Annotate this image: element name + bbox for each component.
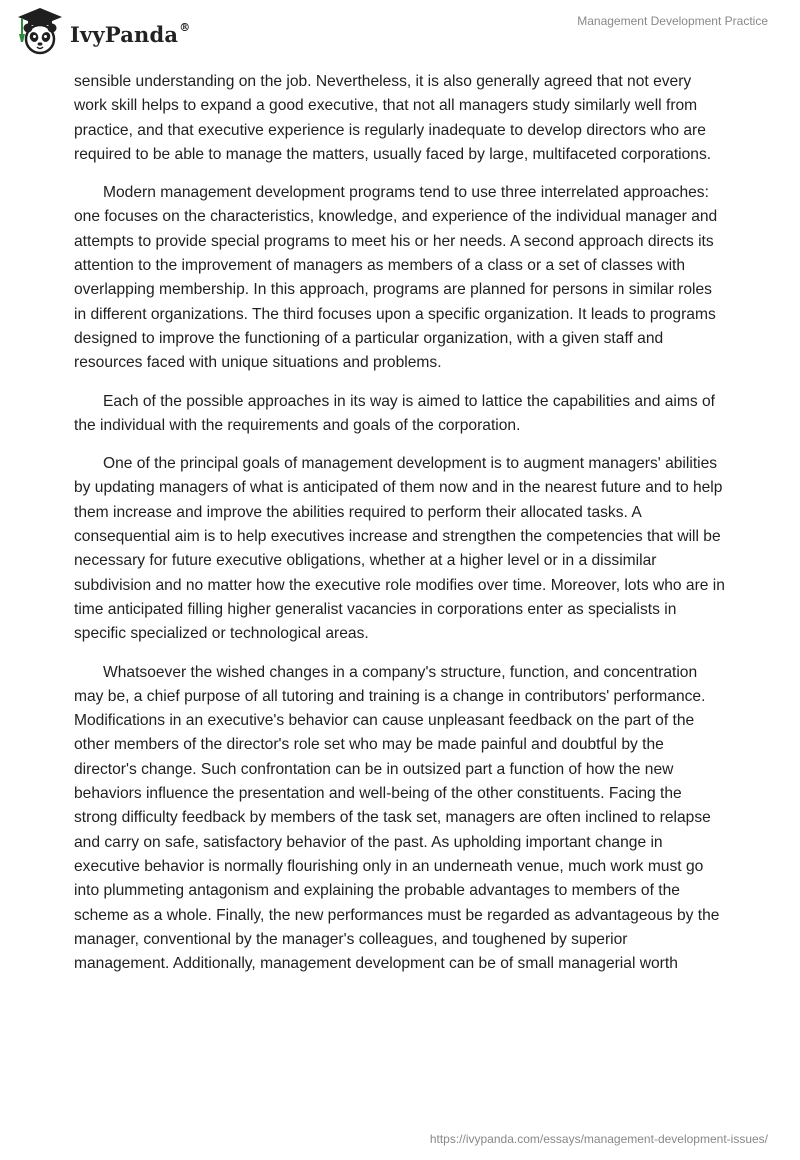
page-header xyxy=(0,0,800,70)
document-title: Management Development Practice xyxy=(577,14,768,28)
registered-mark: ® xyxy=(179,20,191,34)
ivypanda-logo[interactable] xyxy=(16,6,190,56)
paragraph: sensible understanding on the job. Nevertheless, it is also generally agreed that not every work skill helps to expand a good executive, that not all managers study similarly well from practice, and that executive experience is regularly inadequate to develop directors who are required to be able to manage the matters, usually faced by large, multifaceted corporations. xyxy=(74,73,712,163)
paragraph: Each of the possible approaches in its way is aimed to lattice the capabilities and aims of the individual with the requirements and goals of the corporation. xyxy=(74,392,715,434)
source-url[interactable]: https://ivypanda.com/essays/management-development-issues/ xyxy=(429,1132,768,1146)
paragraph: Whatsoever the wished changes in a company's structure, function, and concentration may be, a chief purpose of all tutoring and training is a change in contributors' performance. Modifications in an executive's behavior can cause unpleasant feedback on the part of the other members of the director's role set who may be made painful and doubtful by the director's change. Such confrontation can be in outsized part a function of how the new behaviors influence the presentation and well-being of the other constituents. Facing the strong difficulty feedback by members of the task set, managers are often inclined to relapse and carry on safe, satisfactory behavior of the past. As upholding important change in executive behavior is normally flourishing only in an underneath venue, much work must go into plummeting antagonism and explaining the probable advantages to members of the scheme as a whole. Finally, the new performances must be regarded as advantageous by the manager, conventional by the manager's colleagues, and toughened by superior management. Additionally, management development can be of small managerial worth xyxy=(74,663,720,973)
essay-body xyxy=(74,70,726,990)
panda-graduation-cap-icon xyxy=(16,6,64,56)
paragraph: One of the principal goals of management development is to augment managers' abilities by updating managers of what is anticipated of them now and in the nearest future and to help them increase and improve the abilities required to perform their allocated tasks. A consequential aim is to help executives increase and strengthen the competencies that will be necessary for future executive obligations, whether at a higher level or in a dissimilar subdivision and no matter how the executive role modifies over time. Moreover, lots who are in time anticipated filling higher generalist vacancies in corporations enter as specialists in specific specialized or technological areas. xyxy=(74,455,725,643)
brand-text: IvyPanda xyxy=(70,21,179,47)
paragraph: Modern management development programs tend to use three interrelated approaches: one focuses on the characteristics, knowledge, and experience of the individual manager and attempts to provide special programs to meet his or her needs. A second approach directs its attention to the improvement of managers as members of a class or a set of classes with overlapping membership. In this approach, programs are planned for persons in similar roles in different organizations. The third focuses upon a specific organization. It leads to programs designed to improve the functioning of a particular organization, with a given staff and resources faced with unique situations and problems. xyxy=(74,184,718,372)
brand-name xyxy=(70,22,190,47)
